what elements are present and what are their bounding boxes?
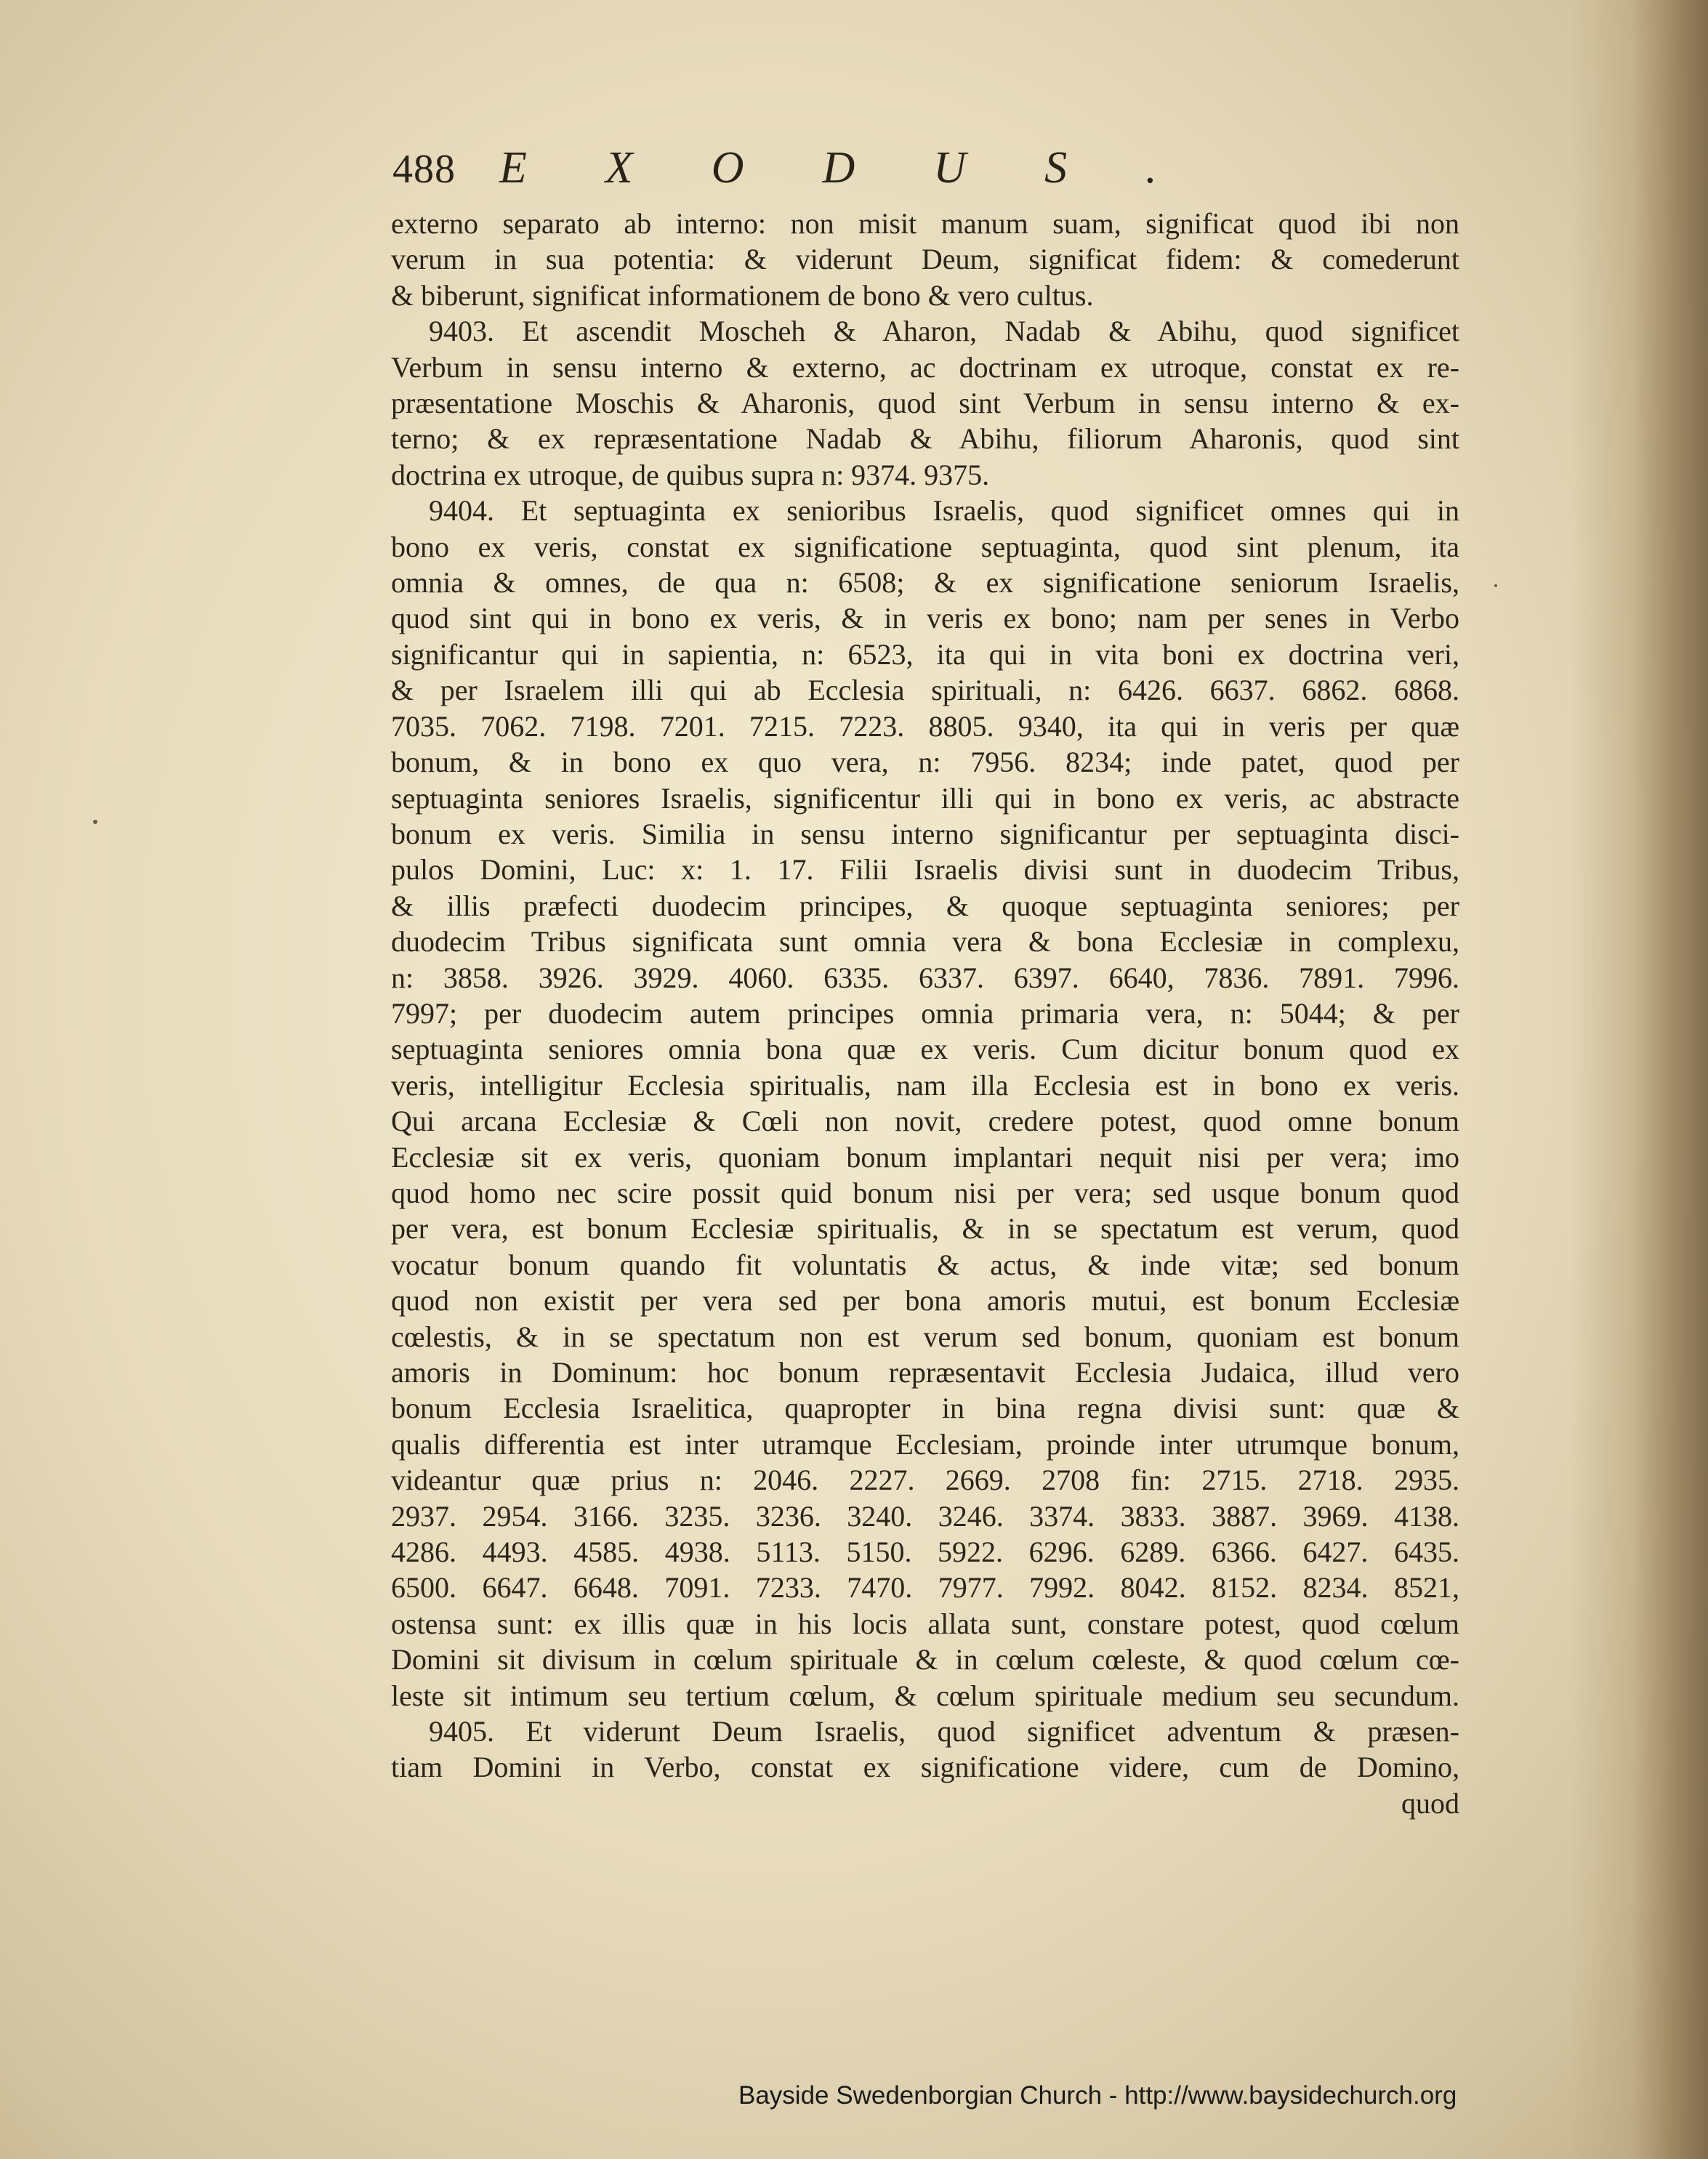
text-line: 4286. 4493. 4585. 4938. 5113. 5150. 5922. 6296. 6289. 6366. 6427. 6435. [391,1535,1459,1569]
text-line: quod homo nec scire possit quid bonum nisi per vera; sed usque bonum quod [391,1176,1459,1209]
text-line: & biberunt, significat informationem de bono & vero cultus. [391,278,1094,312]
paper-speck [93,820,97,824]
text-line: significantur qui in sapientia, n: 6523, ita qui in vita boni ex doctrina veri, [391,637,1459,671]
text-line: Verbum in sensu interno & externo, ac doctrinam ex utroque, constat ex re- [391,350,1459,384]
text-line: quod [1401,1786,1459,1820]
book-binding-shadow [1570,0,1708,2159]
text-line: vocatur bonum quando fit voluntatis & actus, & inde vitæ; sed bonum [391,1248,1459,1281]
text-line: & illis præfecti duodecim principes, & quoque septuaginta seniores; per [391,889,1459,922]
text-line: cœlestis, & in se spectatum non est verum sed bonum, quoniam est bonum [391,1320,1459,1353]
text-line: quod non existit per vera sed per bona amoris mutui, est bonum Ecclesiæ [391,1284,1459,1317]
text-line: 7997; per duodecim autem principes omnia primaria vera, n: 5044; & per [391,996,1459,1030]
text-line: Qui arcana Ecclesiæ & Cœli non novit, credere potest, quod omne bonum [391,1105,1459,1138]
text-line: per vera, est bonum Ecclesiæ spiritualis, & in se spectatum est verum, quod [391,1212,1459,1246]
text-line: doctrina ex utroque, de quibus supra n: 9374. 9375. [391,458,990,491]
running-head: EXODUS. [499,143,1236,193]
text-line: quod sint qui in bono ex veris, & in veris ex bono; nam per senes in Verbo [391,602,1459,635]
text-line: terno; & ex repræsentatione Nadab & Abihu, filiorum Aharonis, quod sint [391,422,1459,456]
text-line: Domini sit divisum in cœlum spirituale & in cœlum cœleste, & quod cœlum cœ- [391,1643,1459,1676]
text-line: septuaginta seniores omnia bona quæ ex veris. Cum dicitur bonum quod ex [391,1033,1459,1066]
page-number: 488 [392,147,456,192]
text-line: amoris in Dominum: hoc bonum repræsentavit Ecclesia Judaica, illud vero [391,1356,1459,1389]
text-line: bono ex veris, constat ex significatione septuaginta, quod sint plenum, ita [391,530,1459,563]
text-line: bonum Ecclesia Israelitica, quapropter in bina regna divisi sunt: quæ & [391,1392,1459,1425]
text-line: 6500. 6647. 6648. 7091. 7233. 7470. 7977. 7992. 8042. 8152. 8234. 8521, [391,1571,1459,1605]
text-line: videantur quæ prius n: 2046. 2227. 2669. 2708 fin: 2715. 2718. 2935. [391,1464,1459,1497]
text-line: ostensa sunt: ex illis quæ in his locis allata sunt, constare potest, quod cœlum [391,1607,1459,1640]
page-header [392,142,1446,201]
text-line: 9404. Et septuaginta ex senioribus Israelis, quod significet omnes qui in [429,494,1459,528]
text-line: n: 3858. 3926. 3929. 4060. 6335. 6337. 6397. 6640, 7836. 7891. 7996. [391,961,1459,994]
text-line: externo separato ab interno: non misit manum suam, significat quod ibi non [391,207,1459,240]
text-line: 2937. 2954. 3166. 3235. 3236. 3240. 3246. 3374. 3833. 3887. 3969. 4138. [391,1499,1459,1533]
text-line: verum in sua potentia: & viderunt Deum, significat fidem: & comederunt [391,243,1459,276]
text-line: præsentatione Moschis & Aharonis, quod sint Verbum in sensu interno & ex- [391,387,1459,420]
text-line: omnia & omnes, de qua n: 6508; & ex significatione seniorum Israelis, [391,566,1459,600]
text-line: 9405. Et viderunt Deum Israelis, quod significet adventum & præsen- [429,1715,1459,1748]
text-line: bonum, & in bono ex quo vera, n: 7956. 8234; inde patet, quod per [391,746,1459,779]
text-line: & per Israelem illi qui ab Ecclesia spirituali, n: 6426. 6637. 6862. 6868. [391,674,1459,707]
text-line: qualis differentia est inter utramque Ecclesiam, proinde inter utrumque bonum, [391,1427,1459,1461]
text-line: 7035. 7062. 7198. 7201. 7215. 7223. 8805. 9340, ita qui in veris per quæ [391,709,1459,743]
text-line: tiam Domini in Verbo, constat ex significatione videre, cum de Domino, [391,1751,1459,1784]
text-line: septuaginta seniores Israelis, significentur illi qui in bono ex veris, ac abstracte [391,781,1459,815]
watermark-credit: Bayside Swedenborgian Church - http://www.baysidechurch.org [738,2081,1457,2110]
paper-speck [1494,584,1497,587]
body-text [391,206,1459,1821]
text-line: leste sit intimum seu tertium cœlum, & cœlum spirituale medium seu secundum. [391,1679,1459,1712]
text-line: Ecclesiæ sit ex veris, quoniam bonum implantari nequit nisi per vera; imo [391,1140,1459,1174]
text-line: 9403. Et ascendit Moscheh & Aharon, Nadab & Abihu, quod significet [429,315,1459,348]
text-line: duodecim Tribus significata sunt omnia vera & bona Ecclesiæ in complexu, [391,925,1459,959]
text-line: bonum ex veris. Similia in sensu interno significantur per septuaginta disci- [391,817,1459,850]
text-line: veris, intelligitur Ecclesia spiritualis, nam illa Ecclesia est in bono ex veris. [391,1068,1459,1102]
text-line: pulos Domini, Luc: x: 1. 17. Filii Israelis divisi sunt in duodecim Tribus, [391,853,1459,887]
